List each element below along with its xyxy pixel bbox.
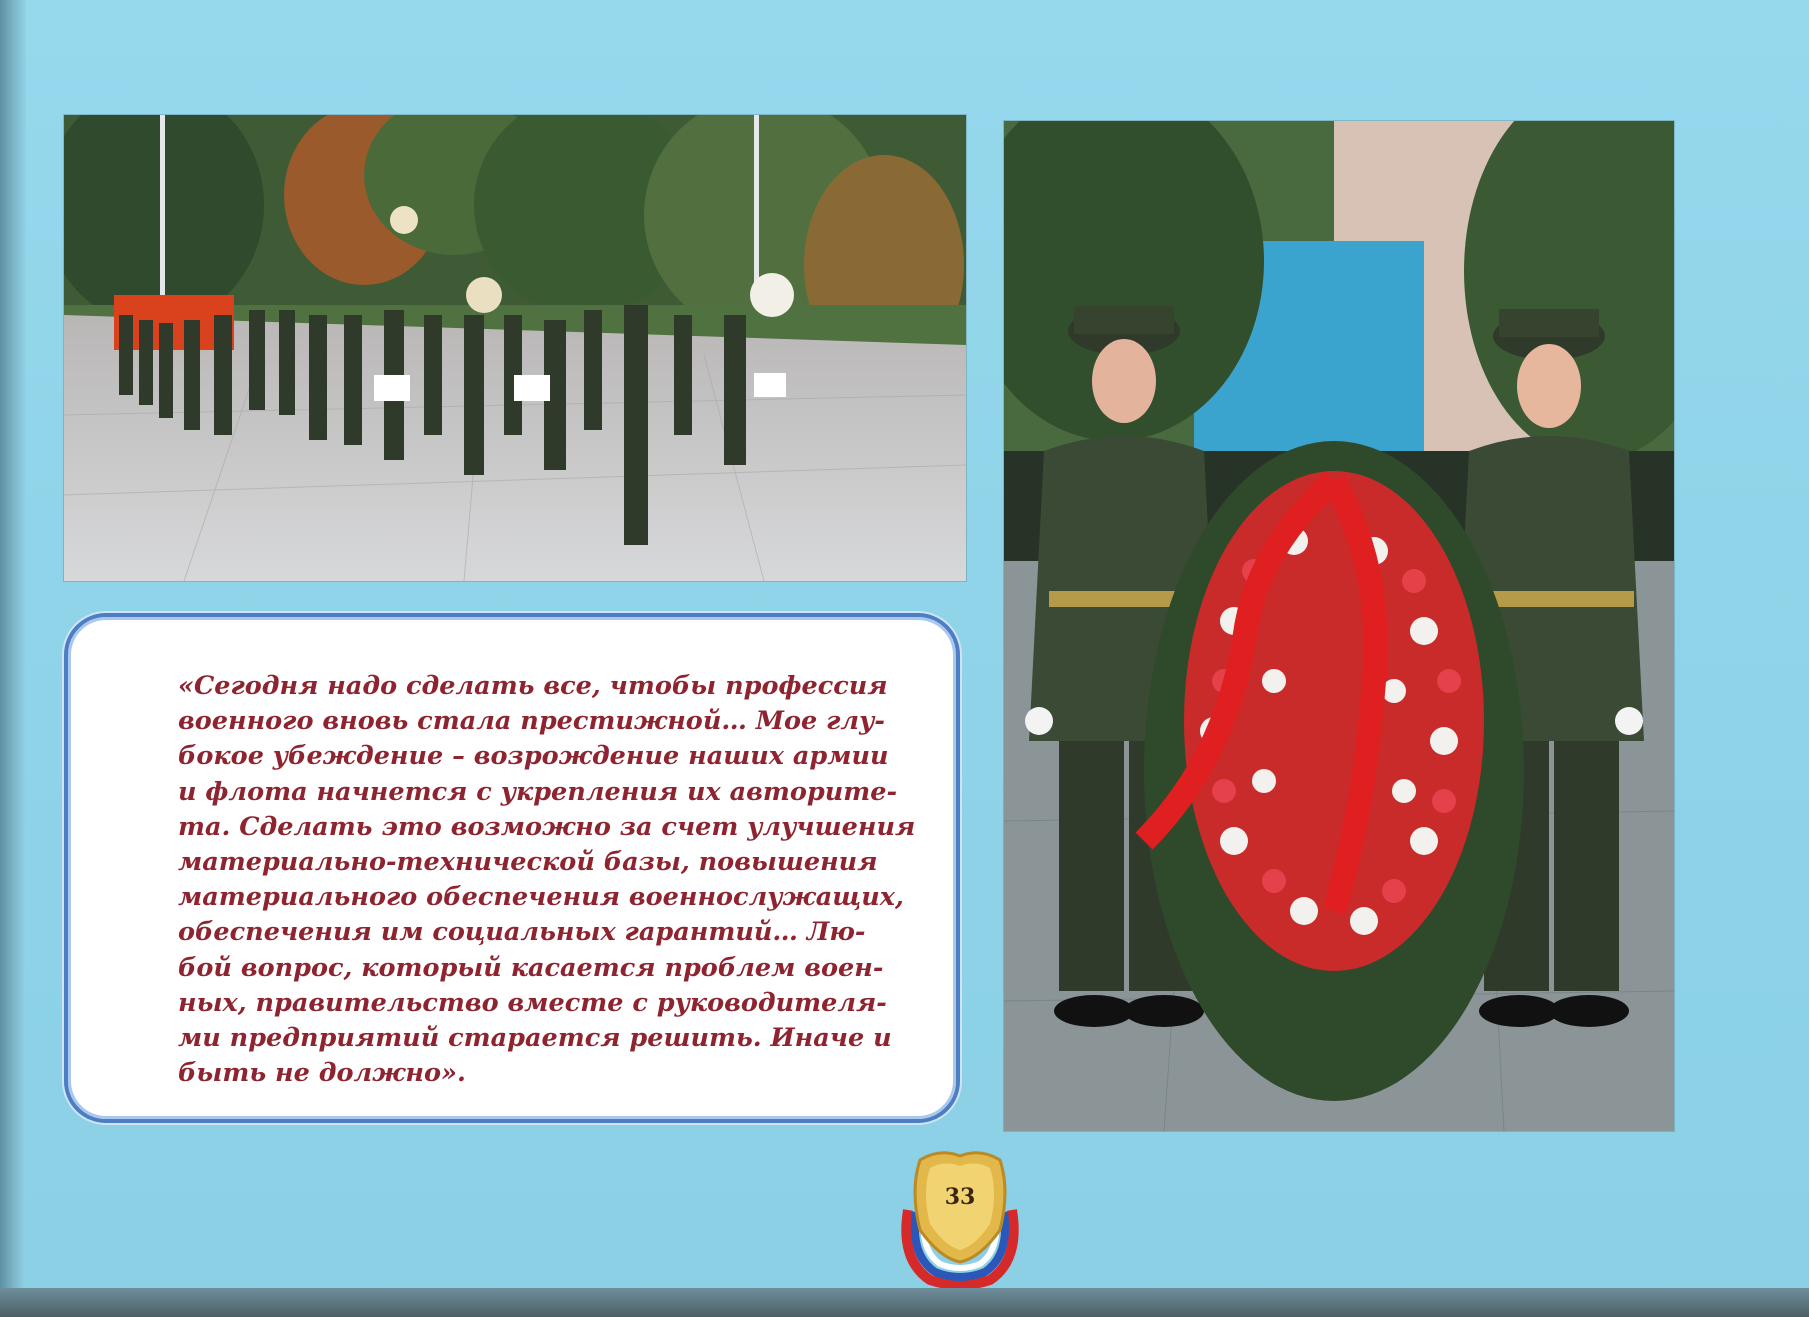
page-bottom-edge (0, 1288, 1809, 1317)
shield-tricolor-icon (890, 1140, 1030, 1290)
quote-line: ми предприятий старается решить. Иначе и (178, 1023, 892, 1054)
page-number: 33 (944, 1184, 976, 1210)
page-number-emblem (890, 1140, 1030, 1290)
quote-line: бокое убеждение – возрождение наших армии (178, 741, 889, 772)
quote-line: материального обеспечения военнослужащих, (178, 882, 904, 913)
honor-guard-illustration (1004, 121, 1674, 1131)
quote-line: «Сегодня надо сделать все, чтобы профессия (178, 671, 888, 701)
quote-line: обеспечения им социальных гарантий… Лю- (178, 917, 866, 948)
quote-text (178, 669, 916, 1091)
quote-box (64, 613, 960, 1123)
quote-line: бой вопрос, который касается проблем воен- (178, 952, 884, 983)
quote-line: и флота начнется с укрепления их авторите- (178, 776, 898, 807)
military-band-illustration (64, 115, 966, 581)
page-spine-shadow (0, 0, 26, 1317)
honor-guard-wreath-photo (1004, 121, 1674, 1131)
quote-line: материально-технической базы, повышения (178, 847, 878, 878)
military-band-photo (64, 115, 966, 581)
quote-line: быть не должно». (178, 1058, 466, 1089)
quote-line: военного вновь стала престижной… Мое глу- (178, 706, 885, 737)
quote-line: ных, правительство вместе с руководителя- (178, 987, 887, 1018)
quote-line: та. Сделать это возможно за счет улучшения (178, 811, 916, 842)
